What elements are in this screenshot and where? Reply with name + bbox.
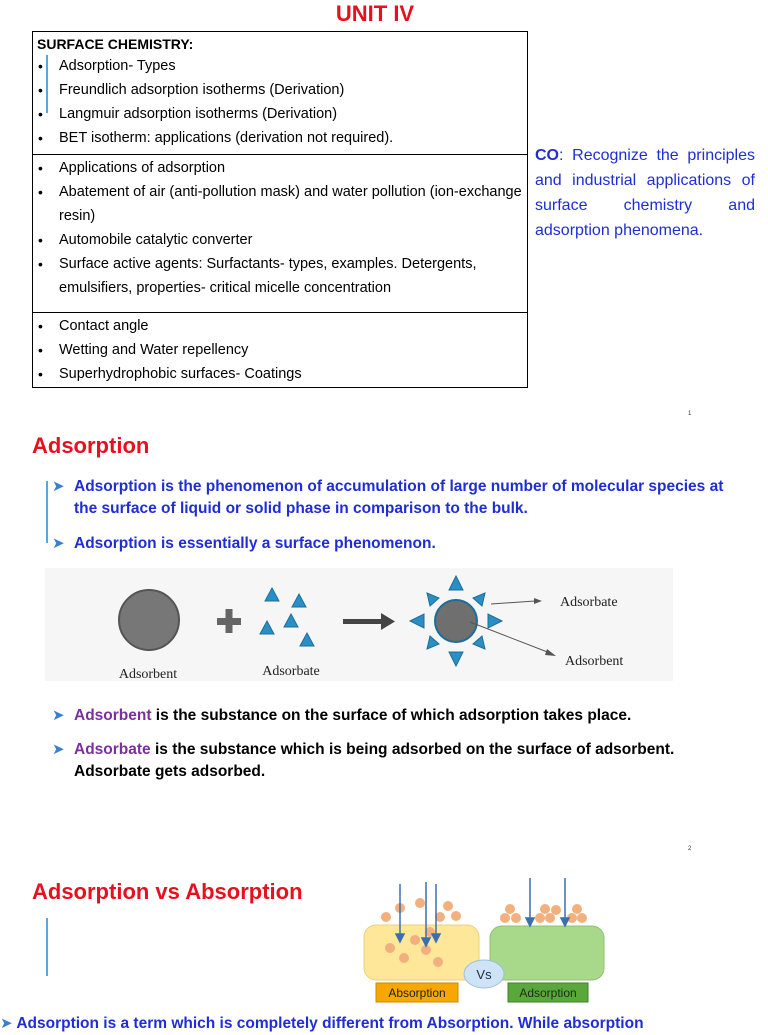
page-number-1: 1 — [688, 411, 692, 417]
syllabus-heading: SURFACE CHEMISTRY: — [37, 36, 194, 52]
definition-text: is the substance on the surface of which adsorption takes place. — [151, 707, 632, 724]
adsorbate-callout-label: Adsorbate — [560, 595, 618, 610]
adsorbate-triangles-icon — [260, 588, 314, 646]
arrow-bullet-icon: ➤ — [0, 1015, 13, 1032]
marker-bar — [46, 55, 48, 113]
reaction-arrow-head-icon — [381, 613, 395, 630]
definition-text: is the substance which is being adsorbed on the surface of adsorbent. Adsorbate gets adsorbed. — [74, 741, 675, 780]
list-item: • Contact angle — [33, 314, 527, 338]
comparison-diagram-svg — [360, 870, 610, 1010]
syllabus-section-2 — [33, 154, 527, 312]
list-item: • Automobile catalytic converter — [33, 228, 527, 252]
definition-term: Adsorbent — [74, 707, 152, 724]
list-item — [54, 533, 744, 555]
list-item — [54, 705, 744, 727]
pointer-line — [491, 601, 535, 604]
adsorption-block — [490, 926, 604, 980]
co-text: : Recognize the principles and industrial applications of surface chemistry and adsorption phenomena. — [535, 147, 755, 239]
vs-label: Vs — [476, 967, 492, 982]
cut-off-text — [0, 1015, 768, 1035]
bullet-text: Adsorption is the phenomenon of accumulation of large number of molecular species at the surface of liquid or solid phase in comparison to the bulk. — [74, 478, 724, 517]
comparison-heading: Adsorption vs Absorption — [32, 879, 303, 904]
unit-title: UNIT IV — [335, 1, 415, 26]
absorption-label: Absorption — [388, 986, 446, 1000]
list-item: • Applications of adsorption — [33, 156, 527, 180]
absorption-block — [364, 925, 479, 980]
list-item — [54, 739, 744, 783]
arrow-bullet-icon: ➤ — [52, 741, 65, 758]
reaction-arrow-icon — [343, 619, 383, 624]
list-item: • BET isotherm: applications (derivation not required). — [33, 126, 527, 150]
adsorbent-sphere-icon — [119, 590, 179, 650]
adsorbent-core-icon — [435, 600, 477, 642]
pointer-arrow-icon — [534, 598, 542, 604]
list-item: • Superhydrophobic surfaces- Coatings — [33, 362, 527, 386]
adsorption-diagram — [45, 568, 673, 681]
list-item: • Freundlich adsorption isotherms (Derivation) — [33, 78, 527, 102]
bullet-text: Adsorption is essentially a surface phenomenon. — [74, 535, 436, 552]
bullet-text: Adsorption is a term which is completely different from Absorption. While absorption — [16, 1015, 644, 1032]
list-item: • Wetting and Water repellency — [33, 338, 527, 362]
adsorbate-label: Adsorbate — [262, 664, 320, 679]
arrow-bullet-icon: ➤ — [52, 707, 65, 724]
plus-icon — [226, 609, 233, 633]
definition-term: Adsorbate — [74, 741, 151, 758]
marker-bar — [46, 481, 48, 543]
adsorption-label: Adsorption — [519, 986, 577, 1000]
list-item: • Abatement of air (anti-pollution mask) and water pollution (ion-exchange resin) — [33, 180, 527, 228]
course-outcome — [535, 143, 755, 243]
arrow-bullet-icon: ➤ — [52, 478, 65, 495]
pointer-arrow-icon — [545, 649, 556, 656]
syllabus-list-2 — [33, 156, 527, 300]
list-item: • Adsorption- Types — [33, 54, 527, 78]
adsorbent-label: Adsorbent — [118, 667, 178, 681]
adsorption-heading: Adsorption — [32, 433, 150, 458]
list-item — [54, 476, 744, 520]
list-item: • Langmuir adsorption isotherms (Derivation) — [33, 102, 527, 126]
comparison-diagram — [360, 870, 610, 1010]
syllabus-list-3 — [33, 314, 527, 386]
adsorbent-callout-label: Adsorbent — [565, 654, 624, 669]
arrow-bullet-icon: ➤ — [52, 535, 65, 552]
page-number-2: 2 — [688, 846, 692, 852]
syllabus-section-1 — [33, 32, 527, 154]
adsorption-diagram-svg — [45, 568, 673, 681]
adsorption-particles-icon — [500, 904, 587, 923]
marker-bar — [46, 918, 48, 976]
list-item: • Surface active agents: Surfactants- types, examples. Detergents, emulsifiers, properties- critical micelle concentration — [33, 252, 527, 300]
syllabus-list-1 — [33, 54, 527, 150]
syllabus-box — [32, 31, 528, 388]
co-label: CO — [535, 147, 559, 164]
syllabus-section-3 — [33, 312, 527, 387]
